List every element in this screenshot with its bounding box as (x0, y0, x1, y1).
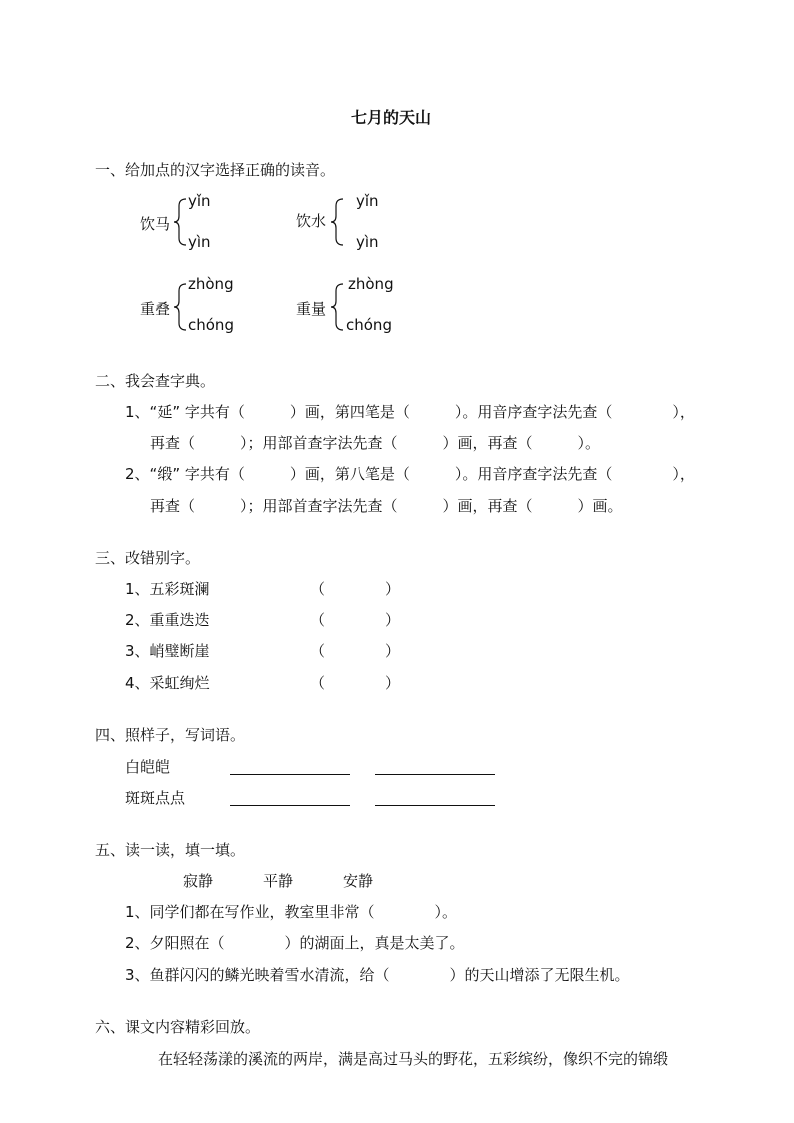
section-6-heading: 六、课文内容精彩回放。 (95, 1018, 261, 1036)
word: 重量 (296, 300, 327, 318)
list-item: 3、峭璧断崖 (125, 642, 210, 660)
pinyin-option: yìn (356, 233, 379, 251)
question-line: 2、“缎” 字共有（ ）画，第八笔是（ ）。用音序查字法先查（ ）， (125, 465, 695, 483)
answer-line (375, 774, 495, 775)
brace-icon (173, 198, 187, 246)
word: 重叠 (140, 300, 171, 318)
word-choice: 寂静 (183, 872, 214, 890)
brace-icon (330, 198, 344, 246)
passage-line: 在轻轻荡漾的溪流的两岸，满是高过马头的野花，五彩缤纷，像织不完的锦缎 (158, 1050, 669, 1068)
fill-line: 3、鱼群闪闪的鳞光映着雪水清流，给（ ）的天山增添了无限生机。 (125, 966, 630, 984)
section-2-heading: 二、我会查字典。 (95, 372, 216, 390)
answer-blank: （ ） (310, 674, 401, 692)
question-line: 1、“延” 字共有（ ）画，第四笔是（ ）。用音序查字法先查（ ）， (125, 403, 695, 421)
question-line: 再查（ ）；用部首查字法先查（ ）画，再查（ ）画。 (150, 497, 623, 515)
section-5-heading: 五、读一读，填一填。 (95, 841, 246, 859)
example-word: 斑斑点点 (125, 789, 186, 807)
answer-blank: （ ） (310, 642, 401, 660)
answer-line (230, 774, 350, 775)
section-4-heading: 四、照样子，写词语。 (95, 726, 246, 744)
list-item: 4、采虹绚烂 (125, 674, 210, 692)
word: 饮水 (296, 212, 327, 230)
example-word: 白皑皑 (125, 758, 171, 776)
pinyin-option: zhòng (188, 275, 234, 293)
word: 饮马 (140, 215, 171, 233)
question-line: 再查（ ）；用部首查字法先查（ ）画，再查（ ）。 (150, 434, 601, 452)
pinyin-option: chóng (346, 316, 392, 334)
page-title: 七月的天山 (351, 108, 432, 127)
brace-icon (173, 283, 187, 331)
fill-line: 1、同学们都在写作业，教室里非常（ ）。 (125, 903, 458, 921)
word-choice: 平静 (263, 872, 294, 890)
section-1-heading: 一、给加点的汉字选择正确的读音。 (95, 161, 336, 179)
answer-line (375, 805, 495, 806)
fill-line: 2、夕阳照在（ ）的湖面上，真是太美了。 (125, 934, 465, 952)
pinyin-option: yǐn (188, 192, 211, 210)
answer-blank: （ ） (310, 611, 401, 629)
list-item: 2、重重迭迭 (125, 611, 210, 629)
pinyin-option: chóng (188, 316, 234, 334)
pinyin-option: yìn (188, 233, 211, 251)
section-3-heading: 三、改错别字。 (95, 549, 201, 567)
word-choice: 安静 (343, 872, 374, 890)
pinyin-option: zhòng (348, 275, 394, 293)
brace-icon (330, 283, 344, 331)
list-item: 1、五彩斑澜 (125, 580, 210, 598)
answer-line (230, 805, 350, 806)
answer-blank: （ ） (310, 580, 401, 598)
pinyin-option: yǐn (356, 192, 379, 210)
